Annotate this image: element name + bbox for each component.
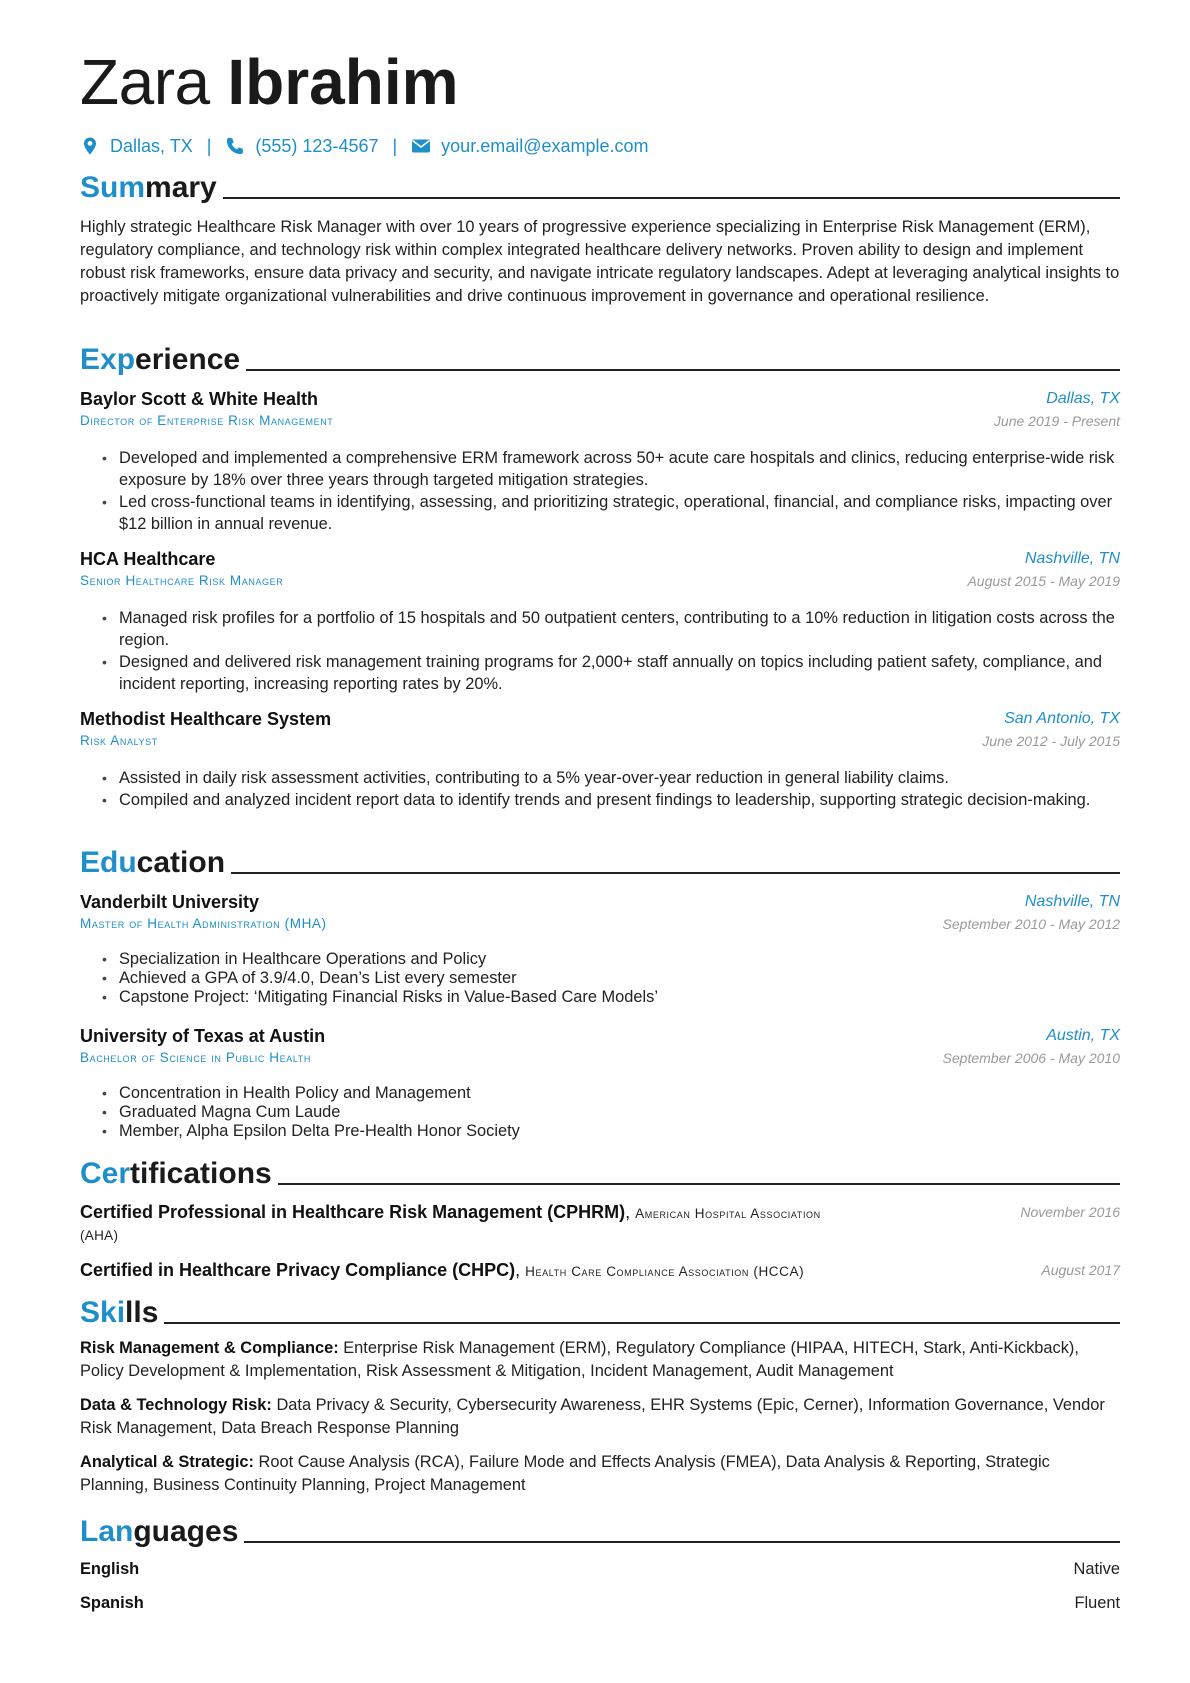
skill-group-label: Analytical & Strategic:	[80, 1453, 254, 1471]
certification-issuer-abbr: (AHA)	[80, 1228, 119, 1243]
entry-dates: June 2019 - Present	[993, 413, 1120, 429]
candidate-name	[80, 44, 459, 120]
language-level: Native	[1073, 1560, 1120, 1578]
envelope-icon	[411, 136, 431, 156]
degree-title: Bachelor of Science in Public Health	[80, 1050, 311, 1065]
bullet-list	[102, 447, 1120, 535]
employer-name: Baylor Scott & White Health	[80, 389, 319, 409]
bullet-list	[102, 767, 1120, 811]
skill-group-text: Data Privacy & Security, Cybersecurity Awareness, EHR Systems (Epic, Cerner), Information Governance, Vendor Risk Management, Data Breach Response Planning	[80, 1396, 1105, 1437]
entry-location: Nashville, TN	[1024, 893, 1120, 910]
entry-dates: September 2006 - May 2010	[942, 1050, 1120, 1066]
section-divider	[164, 1322, 1120, 1324]
section-divider	[223, 197, 1120, 199]
bullet-list	[102, 950, 1120, 1007]
school-name: Vanderbilt University	[80, 892, 260, 912]
section-heading-certifications	[80, 1156, 1120, 1192]
entry-dates: August 2015 - May 2019	[967, 573, 1120, 589]
bullet-item: • Assisted in daily risk assessment activities, contributing to a 5% year-over-year reduction in general liability claims.	[102, 767, 1120, 789]
skill-group	[80, 1394, 1120, 1440]
certification-issuer: Health Care Compliance Association (HCCA)	[525, 1264, 805, 1279]
certification-title: Certified in Healthcare Privacy Compliance (CHPC)	[80, 1260, 516, 1280]
section-title: Education	[80, 846, 226, 879]
bullet-item: • Managed risk profiles for a portfolio of 15 hospitals and 50 outpatient centers, contributing to a 10% reduction in litigation costs across the region.	[102, 607, 1120, 651]
bullet-item: • Designed and delivered risk management training programs for 2,000+ staff annually on topics including patient safety, compliance, and incident reporting, increasing reporting rates by 20%.	[102, 651, 1120, 695]
phone-text: (555) 123-4567	[255, 136, 379, 156]
entry-location: Dallas, TX	[1046, 390, 1120, 407]
section-heading-education	[80, 845, 1120, 881]
bullet-list	[102, 1084, 1120, 1141]
bullet-item: • Graduated Magna Cum Laude	[102, 1103, 1120, 1122]
job-title: Director of Enterprise Risk Management	[80, 413, 334, 428]
section-title: Experience	[80, 343, 241, 376]
entry-location: San Antonio, TX	[1004, 710, 1120, 727]
last-name: Ibrahim	[227, 46, 459, 118]
certification-entry	[80, 1258, 1120, 1284]
contact-separator: |	[206, 136, 212, 156]
job-title: Risk Analyst	[80, 733, 158, 748]
certification-issuer: American Hospital Association	[635, 1206, 821, 1221]
certification-date: November 2016	[1020, 1204, 1120, 1220]
certification-entry	[80, 1200, 1120, 1246]
bullet-item: • Concentration in Health Policy and Management	[102, 1084, 1120, 1103]
skill-group	[80, 1451, 1120, 1497]
entry-dates: September 2010 - May 2012	[942, 916, 1120, 932]
section-divider	[244, 1541, 1120, 1543]
section-heading-summary	[80, 170, 1120, 206]
section-heading-experience	[80, 342, 1120, 378]
skill-group-label: Risk Management & Compliance:	[80, 1339, 339, 1357]
certification-line: Certified Professional in Healthcare Risk Management (CPHRM), American Hospital Association	[80, 1202, 821, 1222]
job-title: Senior Healthcare Risk Manager	[80, 573, 284, 588]
employer-name: HCA Healthcare	[80, 549, 216, 569]
skill-group-label: Data & Technology Risk:	[80, 1396, 272, 1414]
contact-row	[80, 133, 649, 159]
location-text: Dallas, TX	[110, 136, 193, 156]
section-divider	[231, 872, 1120, 874]
section-heading-languages	[80, 1514, 1120, 1550]
bullet-item: • Member, Alpha Epsilon Delta Pre-Health Honor Society	[102, 1122, 1120, 1141]
skill-group	[80, 1337, 1120, 1383]
section-title: Certifications	[80, 1157, 272, 1190]
section-title: Skills	[80, 1296, 159, 1329]
bullet-item: • Specialization in Healthcare Operations and Policy	[102, 950, 1120, 969]
map-pin-icon	[80, 136, 100, 156]
certification-date: August 2017	[1041, 1262, 1120, 1278]
skill-group-text: Root Cause Analysis (RCA), Failure Mode and Effects Analysis (FMEA), Data Analysis & Reporting, Strategic Planning, Business Continuity Planning, Project Management	[80, 1453, 1050, 1494]
entry-dates: June 2012 - July 2015	[982, 733, 1120, 749]
language-name: Spanish	[80, 1594, 144, 1612]
email-link[interactable]: your.email@example.com	[441, 136, 649, 156]
bullet-item: • Compiled and analyzed incident report data to identify trends and present findings to leadership, supporting strategic decision-making.	[102, 789, 1120, 811]
summary-text: Highly strategic Healthcare Risk Manager with over 10 years of progressive experience specializing in Enterprise Risk Management (ERM), regulatory compliance, and technology risk within complex integrated healthcare delivery networks. Proven ability to design and implement robust risk frameworks, ensure data privacy and security, and navigate intricate regulatory landscapes. Adept at leveraging analytical insights to proactively mitigate organizational vulnerabilities and drive continuous improvement in governance and operational resilience.	[80, 218, 1120, 305]
entry-location: Nashville, TN	[1024, 550, 1120, 567]
phone-icon	[225, 136, 245, 156]
skill-group-text: Enterprise Risk Management (ERM), Regulatory Compliance (HIPAA, HITECH, Stark, Anti-Kickback), Policy Development & Implementation, Risk Assessment & Mitigation, Incident Management, Audit Management	[80, 1339, 1079, 1380]
section-divider	[278, 1183, 1120, 1185]
section-title: Languages	[80, 1515, 239, 1548]
bullet-item: • Developed and implemented a comprehensive ERM framework across 50+ acute care hospitals and clinics, reducing enterprise-wide risk exposure by 18% over three years through targeted mitigation strategies.	[102, 447, 1120, 491]
language-level: Fluent	[1074, 1594, 1120, 1612]
first-name: Zara	[80, 46, 210, 118]
bullet-item: • Led cross-functional teams in identifying, assessing, and prioritizing strategic, operational, financial, and compliance risks, impacting over $12 billion in annual revenue.	[102, 491, 1120, 535]
certification-line: Certified in Healthcare Privacy Compliance (CHPC), Health Care Compliance Association (HCCA)	[80, 1260, 805, 1280]
section-title: Summary	[80, 171, 217, 204]
language-name: English	[80, 1560, 140, 1578]
bullet-item: • Capstone Project: ‘Mitigating Financial Risks in Value-Based Care Models’	[102, 988, 1120, 1007]
employer-name: Methodist Healthcare System	[80, 709, 332, 729]
section-heading-skills	[80, 1295, 1120, 1331]
bullet-item: • Achieved a GPA of 3.9/4.0, Dean’s List every semester	[102, 969, 1120, 988]
certification-title: Certified Professional in Healthcare Risk Management (CPHRM)	[80, 1202, 626, 1222]
contact-separator: |	[392, 136, 398, 156]
degree-title: Master of Health Administration (MHA)	[80, 916, 327, 931]
entry-location: Austin, TX	[1046, 1027, 1120, 1044]
bullet-list	[102, 607, 1120, 695]
section-divider	[246, 369, 1120, 371]
school-name: University of Texas at Austin	[80, 1026, 326, 1046]
